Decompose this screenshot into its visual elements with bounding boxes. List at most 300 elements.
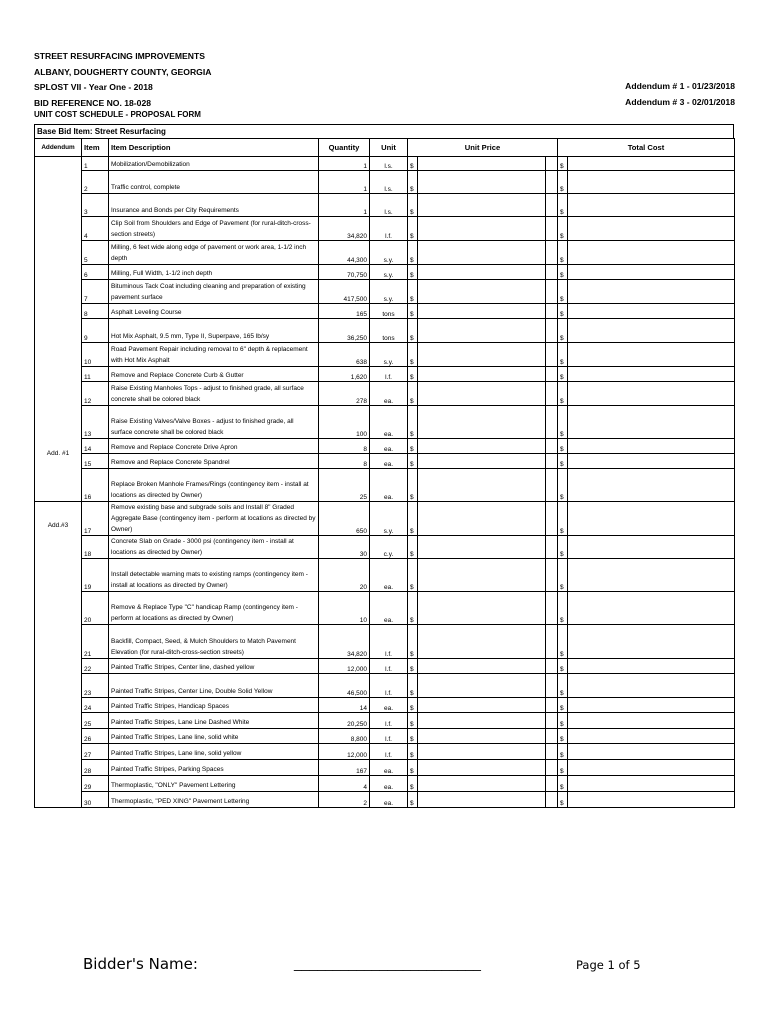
total-cost-field[interactable] bbox=[568, 406, 735, 439]
unit-price-field[interactable] bbox=[418, 469, 546, 502]
total-cost-field[interactable] bbox=[568, 241, 735, 265]
total-cost-field[interactable] bbox=[568, 265, 735, 280]
item-unit: s.y. bbox=[370, 241, 408, 265]
total-cost-field[interactable] bbox=[568, 454, 735, 469]
table-row bbox=[35, 439, 735, 454]
unit-price-currency: $ bbox=[408, 241, 418, 265]
item-quantity: 25 bbox=[319, 469, 370, 502]
item-quantity: 34,820 bbox=[319, 625, 370, 659]
item-description: Asphalt Leveling Course bbox=[109, 304, 319, 319]
table-row bbox=[35, 454, 735, 469]
item-number: 10 bbox=[82, 343, 109, 367]
item-description: Remove and Replace Concrete Spandrel bbox=[109, 454, 319, 469]
unit-price-spacer bbox=[546, 241, 558, 265]
unit-price-field[interactable] bbox=[418, 729, 546, 744]
table-row bbox=[35, 502, 735, 536]
item-description: Replace Broken Manhole Frames/Rings (contingency item - install at locations as directed by Owner) bbox=[109, 469, 319, 502]
schedule-title: UNIT COST SCHEDULE - PROPOSAL FORM bbox=[34, 110, 201, 119]
total-cost-currency: $ bbox=[558, 760, 568, 776]
unit-price-currency: $ bbox=[408, 280, 418, 304]
addendum-label: Add.#3 bbox=[35, 502, 82, 808]
unit-price-currency: $ bbox=[408, 157, 418, 171]
col-header-quantity: Quantity bbox=[319, 139, 370, 157]
item-description: Insurance and Bonds per City Requirements bbox=[109, 194, 319, 217]
item-unit: l.s. bbox=[370, 194, 408, 217]
total-cost-currency: $ bbox=[558, 792, 568, 808]
item-description: Painted Traffic Stripes, Handicap Spaces bbox=[109, 698, 319, 713]
total-cost-currency: $ bbox=[558, 304, 568, 319]
total-cost-currency: $ bbox=[558, 382, 568, 406]
addendum-line: Addendum # 3 - 02/01/2018 bbox=[625, 96, 735, 107]
item-number: 20 bbox=[82, 592, 109, 625]
item-number: 1 bbox=[82, 157, 109, 171]
unit-price-spacer bbox=[546, 217, 558, 241]
total-cost-field[interactable] bbox=[568, 674, 735, 698]
item-number: 12 bbox=[82, 382, 109, 406]
item-unit: s.y. bbox=[370, 343, 408, 367]
item-unit: ea. bbox=[370, 469, 408, 502]
total-cost-currency: $ bbox=[558, 406, 568, 439]
total-cost-field[interactable] bbox=[568, 280, 735, 304]
total-cost-currency: $ bbox=[558, 536, 568, 559]
table-row bbox=[35, 536, 735, 559]
total-cost-field[interactable] bbox=[568, 502, 735, 536]
unit-price-spacer bbox=[546, 659, 558, 674]
total-cost-currency: $ bbox=[558, 439, 568, 454]
table-row bbox=[35, 744, 735, 760]
unit-price-spacer bbox=[546, 625, 558, 659]
unit-price-currency: $ bbox=[408, 265, 418, 280]
unit-price-currency: $ bbox=[408, 674, 418, 698]
item-unit: ea. bbox=[370, 776, 408, 792]
unit-price-field[interactable] bbox=[418, 157, 546, 171]
item-quantity: 10 bbox=[319, 592, 370, 625]
unit-price-field[interactable] bbox=[418, 760, 546, 776]
item-quantity: 12,000 bbox=[319, 744, 370, 760]
addenda-list bbox=[625, 79, 735, 110]
item-description: Painted Traffic Stripes, Center line, dashed yellow bbox=[109, 659, 319, 674]
total-cost-field[interactable] bbox=[568, 559, 735, 592]
unit-price-currency: $ bbox=[408, 469, 418, 502]
item-unit: l.s. bbox=[370, 157, 408, 171]
table-row bbox=[35, 469, 735, 502]
item-description: Raise Existing Manholes Tops - adjust to finished grade, all surface concrete shall be colored black bbox=[109, 382, 319, 406]
total-cost-currency: $ bbox=[558, 280, 568, 304]
total-cost-field[interactable] bbox=[568, 319, 735, 343]
item-unit: l.f. bbox=[370, 367, 408, 382]
item-description: Remove and Replace Concrete Drive Apron bbox=[109, 439, 319, 454]
item-unit: ea. bbox=[370, 406, 408, 439]
unit-price-field[interactable] bbox=[418, 559, 546, 592]
item-description: Concrete Slab on Grade - 3000 psi (contingency item - install at locations as directed by Owner) bbox=[109, 536, 319, 559]
item-number: 28 bbox=[82, 760, 109, 776]
item-quantity: 417,500 bbox=[319, 280, 370, 304]
item-number: 24 bbox=[82, 698, 109, 713]
item-quantity: 8,800 bbox=[319, 729, 370, 744]
total-cost-field[interactable] bbox=[568, 343, 735, 367]
item-quantity: 30 bbox=[319, 536, 370, 559]
item-quantity: 1,620 bbox=[319, 367, 370, 382]
total-cost-field[interactable] bbox=[568, 304, 735, 319]
unit-price-field[interactable] bbox=[418, 406, 546, 439]
total-cost-currency: $ bbox=[558, 625, 568, 659]
unit-price-field[interactable] bbox=[418, 659, 546, 674]
unit-price-field[interactable] bbox=[418, 536, 546, 559]
item-number: 3 bbox=[82, 194, 109, 217]
item-description: Painted Traffic Stripes, Lane line, solid white bbox=[109, 729, 319, 744]
header-line: STREET RESURFACING IMPROVEMENTS bbox=[34, 51, 205, 61]
base-bid-item: Base Bid Item: Street Resurfacing bbox=[34, 124, 734, 138]
unit-price-field[interactable] bbox=[418, 713, 546, 729]
total-cost-field[interactable] bbox=[568, 713, 735, 729]
unit-price-field[interactable] bbox=[418, 367, 546, 382]
item-number: 27 bbox=[82, 744, 109, 760]
unit-cost-table bbox=[34, 138, 735, 808]
item-unit: ea. bbox=[370, 439, 408, 454]
item-unit: l.f. bbox=[370, 729, 408, 744]
bidder-name-label: Bidder's Name: bbox=[83, 955, 198, 973]
addendum-label: Add. #1 bbox=[35, 157, 82, 502]
unit-price-field[interactable] bbox=[418, 592, 546, 625]
item-quantity: 20,250 bbox=[319, 713, 370, 729]
col-header-total-cost: Total Cost bbox=[558, 139, 735, 157]
unit-price-currency: $ bbox=[408, 760, 418, 776]
total-cost-currency: $ bbox=[558, 343, 568, 367]
table-body bbox=[35, 157, 735, 808]
item-description: Backfill, Compact, Seed, & Mulch Shoulders to Match Pavement Elevation (for rural-ditch-cross-section streets) bbox=[109, 625, 319, 659]
unit-price-spacer bbox=[546, 674, 558, 698]
table-row bbox=[35, 157, 735, 171]
item-number: 14 bbox=[82, 439, 109, 454]
table-row bbox=[35, 194, 735, 217]
unit-price-spacer bbox=[546, 304, 558, 319]
item-quantity: 34,820 bbox=[319, 217, 370, 241]
unit-price-spacer bbox=[546, 406, 558, 439]
item-number: 4 bbox=[82, 217, 109, 241]
table-row bbox=[35, 406, 735, 439]
total-cost-field[interactable] bbox=[568, 382, 735, 406]
total-cost-currency: $ bbox=[558, 367, 568, 382]
table-row bbox=[35, 280, 735, 304]
unit-price-currency: $ bbox=[408, 776, 418, 792]
unit-price-spacer bbox=[546, 343, 558, 367]
item-number: 9 bbox=[82, 319, 109, 343]
col-header-unit-price: Unit Price bbox=[408, 139, 558, 157]
item-description: Hot Mix Asphalt, 9.5 mm, Type II, Superpave, 165 lb/sy bbox=[109, 319, 319, 343]
item-number: 18 bbox=[82, 536, 109, 559]
unit-price-currency: $ bbox=[408, 454, 418, 469]
item-description: Milling, Full Width, 1-1/2 inch depth bbox=[109, 265, 319, 280]
unit-price-currency: $ bbox=[408, 343, 418, 367]
unit-price-field[interactable] bbox=[418, 674, 546, 698]
unit-price-spacer bbox=[546, 367, 558, 382]
unit-price-spacer bbox=[546, 536, 558, 559]
unit-price-currency: $ bbox=[408, 659, 418, 674]
total-cost-field[interactable] bbox=[568, 217, 735, 241]
unit-price-currency: $ bbox=[408, 304, 418, 319]
item-unit: ea. bbox=[370, 792, 408, 808]
item-quantity: 12,000 bbox=[319, 659, 370, 674]
total-cost-currency: $ bbox=[558, 241, 568, 265]
table-row bbox=[35, 265, 735, 280]
unit-price-field[interactable] bbox=[418, 304, 546, 319]
table-row bbox=[35, 217, 735, 241]
item-quantity: 167 bbox=[319, 760, 370, 776]
total-cost-currency: $ bbox=[558, 713, 568, 729]
item-quantity: 46,500 bbox=[319, 674, 370, 698]
item-number: 30 bbox=[82, 792, 109, 808]
item-unit: s.y. bbox=[370, 280, 408, 304]
col-header-description: Item Description bbox=[109, 139, 319, 157]
item-number: 17 bbox=[82, 502, 109, 536]
item-description: Painted Traffic Stripes, Center Line, Double Solid Yellow bbox=[109, 674, 319, 698]
unit-price-spacer bbox=[546, 502, 558, 536]
addendum-line: Addendum # 1 - 01/23/2018 bbox=[625, 81, 735, 91]
item-description: Bituminous Tack Coat including cleaning and preparation of existing pavement surface bbox=[109, 280, 319, 304]
total-cost-field[interactable] bbox=[568, 760, 735, 776]
unit-price-field[interactable] bbox=[418, 194, 546, 217]
table-row bbox=[35, 698, 735, 713]
table-row bbox=[35, 304, 735, 319]
total-cost-currency: $ bbox=[558, 776, 568, 792]
unit-price-field[interactable] bbox=[418, 744, 546, 760]
item-number: 26 bbox=[82, 729, 109, 744]
item-unit: c.y. bbox=[370, 536, 408, 559]
unit-price-field[interactable] bbox=[418, 280, 546, 304]
total-cost-field[interactable] bbox=[568, 698, 735, 713]
item-quantity: 14 bbox=[319, 698, 370, 713]
unit-price-field[interactable] bbox=[418, 698, 546, 713]
item-description: Mobilization/Demobilization bbox=[109, 157, 319, 171]
unit-price-currency: $ bbox=[408, 171, 418, 194]
unit-price-currency: $ bbox=[408, 744, 418, 760]
table-row bbox=[35, 713, 735, 729]
unit-price-spacer bbox=[546, 713, 558, 729]
table-row bbox=[35, 241, 735, 265]
item-number: 25 bbox=[82, 713, 109, 729]
col-header-addendum: Addendum bbox=[35, 139, 82, 157]
item-number: 7 bbox=[82, 280, 109, 304]
table-row bbox=[35, 367, 735, 382]
item-description: Raise Existing Valves/Valve Boxes - adjust to finished grade, all surface concrete shall be colored black bbox=[109, 406, 319, 439]
unit-price-currency: $ bbox=[408, 536, 418, 559]
total-cost-currency: $ bbox=[558, 454, 568, 469]
item-unit: l.f. bbox=[370, 625, 408, 659]
unit-price-currency: $ bbox=[408, 625, 418, 659]
total-cost-field[interactable] bbox=[568, 194, 735, 217]
unit-price-currency: $ bbox=[408, 382, 418, 406]
item-number: 21 bbox=[82, 625, 109, 659]
item-unit: ea. bbox=[370, 592, 408, 625]
col-header-unit: Unit bbox=[370, 139, 408, 157]
item-description: Painted Traffic Stripes, Lane line, solid yellow bbox=[109, 744, 319, 760]
unit-price-field[interactable] bbox=[418, 776, 546, 792]
unit-price-field[interactable] bbox=[418, 454, 546, 469]
bidder-name-field[interactable]: ________________________ bbox=[294, 955, 481, 971]
unit-price-currency: $ bbox=[408, 592, 418, 625]
table-row bbox=[35, 343, 735, 367]
item-number: 5 bbox=[82, 241, 109, 265]
item-unit: ea. bbox=[370, 382, 408, 406]
item-unit: l.f. bbox=[370, 217, 408, 241]
item-number: 19 bbox=[82, 559, 109, 592]
total-cost-field[interactable] bbox=[568, 792, 735, 808]
unit-price-spacer bbox=[546, 792, 558, 808]
item-description: Remove existing base and subgrade soils and Install 8" Graded Aggregate Base (contingency item - perform at locations as directed by Owner) bbox=[109, 502, 319, 536]
total-cost-field[interactable] bbox=[568, 744, 735, 760]
total-cost-currency: $ bbox=[558, 559, 568, 592]
table-row bbox=[35, 776, 735, 792]
item-description: Thermoplastic, "PED XING" Pavement Lettering bbox=[109, 792, 319, 808]
total-cost-field[interactable] bbox=[568, 592, 735, 625]
page-number: Page 1 of 5 bbox=[576, 958, 641, 972]
item-number: 13 bbox=[82, 406, 109, 439]
item-description: Install detectable warning mats to existing ramps (contingency item - install at locations as directed by Owner) bbox=[109, 559, 319, 592]
item-description: Road Pavement Repair including removal to 6" depth & replacement with Hot Mix Asphalt bbox=[109, 343, 319, 367]
table-row bbox=[35, 171, 735, 194]
unit-price-currency: $ bbox=[408, 439, 418, 454]
unit-price-spacer bbox=[546, 319, 558, 343]
total-cost-field[interactable] bbox=[568, 536, 735, 559]
total-cost-currency: $ bbox=[558, 502, 568, 536]
unit-price-currency: $ bbox=[408, 698, 418, 713]
table-row bbox=[35, 625, 735, 659]
table-header-row bbox=[35, 139, 735, 157]
item-description: Remove and Replace Concrete Curb & Gutter bbox=[109, 367, 319, 382]
item-quantity: 1 bbox=[319, 157, 370, 171]
unit-price-spacer bbox=[546, 744, 558, 760]
total-cost-currency: $ bbox=[558, 674, 568, 698]
table-row bbox=[35, 760, 735, 776]
unit-price-spacer bbox=[546, 157, 558, 171]
unit-price-field[interactable] bbox=[418, 439, 546, 454]
item-unit: s.y. bbox=[370, 265, 408, 280]
item-unit: ea. bbox=[370, 454, 408, 469]
project-header bbox=[34, 49, 211, 111]
total-cost-field[interactable] bbox=[568, 439, 735, 454]
unit-price-spacer bbox=[546, 280, 558, 304]
table-row bbox=[35, 792, 735, 808]
total-cost-currency: $ bbox=[558, 592, 568, 625]
total-cost-field[interactable] bbox=[568, 729, 735, 744]
unit-price-spacer bbox=[546, 776, 558, 792]
item-description: Thermoplastic, "ONLY" Pavement Lettering bbox=[109, 776, 319, 792]
table-row bbox=[35, 659, 735, 674]
unit-price-spacer bbox=[546, 469, 558, 502]
unit-price-spacer bbox=[546, 698, 558, 713]
item-number: 11 bbox=[82, 367, 109, 382]
item-unit: ea. bbox=[370, 698, 408, 713]
total-cost-currency: $ bbox=[558, 744, 568, 760]
unit-price-currency: $ bbox=[408, 502, 418, 536]
item-description: Traffic control, complete bbox=[109, 171, 319, 194]
unit-price-currency: $ bbox=[408, 217, 418, 241]
table-row bbox=[35, 559, 735, 592]
item-number: 23 bbox=[82, 674, 109, 698]
unit-price-spacer bbox=[546, 729, 558, 744]
unit-price-field[interactable] bbox=[418, 625, 546, 659]
unit-price-spacer bbox=[546, 194, 558, 217]
unit-price-field[interactable] bbox=[418, 343, 546, 367]
item-description: Painted Traffic Stripes, Parking Spaces bbox=[109, 760, 319, 776]
item-number: 2 bbox=[82, 171, 109, 194]
unit-price-spacer bbox=[546, 592, 558, 625]
total-cost-field[interactable] bbox=[568, 659, 735, 674]
header-line: ALBANY, DOUGHERTY COUNTY, GEORGIA bbox=[34, 66, 212, 77]
item-quantity: 8 bbox=[319, 439, 370, 454]
item-unit: l.s. bbox=[370, 171, 408, 194]
unit-price-spacer bbox=[546, 454, 558, 469]
item-quantity: 20 bbox=[319, 559, 370, 592]
item-number: 8 bbox=[82, 304, 109, 319]
unit-price-field[interactable] bbox=[418, 241, 546, 265]
total-cost-field[interactable] bbox=[568, 171, 735, 194]
header-line: SPLOST VII - Year One - 2018 bbox=[34, 82, 153, 92]
total-cost-currency: $ bbox=[558, 698, 568, 713]
item-number: 16 bbox=[82, 469, 109, 502]
item-unit: l.f. bbox=[370, 713, 408, 729]
unit-price-field[interactable] bbox=[418, 171, 546, 194]
item-unit: l.f. bbox=[370, 659, 408, 674]
item-quantity: 1 bbox=[319, 194, 370, 217]
unit-price-spacer bbox=[546, 760, 558, 776]
unit-price-currency: $ bbox=[408, 406, 418, 439]
total-cost-currency: $ bbox=[558, 194, 568, 217]
unit-price-spacer bbox=[546, 382, 558, 406]
item-quantity: 70,750 bbox=[319, 265, 370, 280]
item-unit: tons bbox=[370, 304, 408, 319]
item-description: Remove & Replace Type "C" handicap Ramp (contingency item - perform at locations as directed by Owner) bbox=[109, 592, 319, 625]
unit-price-spacer bbox=[546, 559, 558, 592]
total-cost-field[interactable] bbox=[568, 625, 735, 659]
item-quantity: 36,250 bbox=[319, 319, 370, 343]
item-description: Painted Traffic Stripes, Lane Line Dashed White bbox=[109, 713, 319, 729]
unit-price-field[interactable] bbox=[418, 792, 546, 808]
unit-price-currency: $ bbox=[408, 194, 418, 217]
item-description: Clip Soil from Shoulders and Edge of Pavement (for rural-ditch-cross-section streets) bbox=[109, 217, 319, 241]
total-cost-field[interactable] bbox=[568, 776, 735, 792]
total-cost-field[interactable] bbox=[568, 157, 735, 171]
header-line: BID REFERENCE NO. 18-028 bbox=[34, 97, 152, 108]
total-cost-field[interactable] bbox=[568, 367, 735, 382]
unit-price-field[interactable] bbox=[418, 265, 546, 280]
item-quantity: 650 bbox=[319, 502, 370, 536]
item-unit: l.f. bbox=[370, 744, 408, 760]
item-quantity: 100 bbox=[319, 406, 370, 439]
unit-price-spacer bbox=[546, 265, 558, 280]
item-quantity: 638 bbox=[319, 343, 370, 367]
total-cost-currency: $ bbox=[558, 659, 568, 674]
table-row bbox=[35, 382, 735, 406]
item-description: Milling, 6 feet wide along edge of pavement or work area, 1-1/2 inch depth bbox=[109, 241, 319, 265]
item-quantity: 8 bbox=[319, 454, 370, 469]
unit-price-field[interactable] bbox=[418, 217, 546, 241]
item-unit: ea. bbox=[370, 559, 408, 592]
unit-price-spacer bbox=[546, 439, 558, 454]
unit-price-field[interactable] bbox=[418, 382, 546, 406]
unit-price-field[interactable] bbox=[418, 502, 546, 536]
total-cost-currency: $ bbox=[558, 171, 568, 194]
unit-price-spacer bbox=[546, 171, 558, 194]
item-number: 6 bbox=[82, 265, 109, 280]
item-number: 15 bbox=[82, 454, 109, 469]
unit-price-field[interactable] bbox=[418, 319, 546, 343]
item-quantity: 4 bbox=[319, 776, 370, 792]
table-row bbox=[35, 319, 735, 343]
table-row bbox=[35, 729, 735, 744]
item-quantity: 1 bbox=[319, 171, 370, 194]
total-cost-field[interactable] bbox=[568, 469, 735, 502]
